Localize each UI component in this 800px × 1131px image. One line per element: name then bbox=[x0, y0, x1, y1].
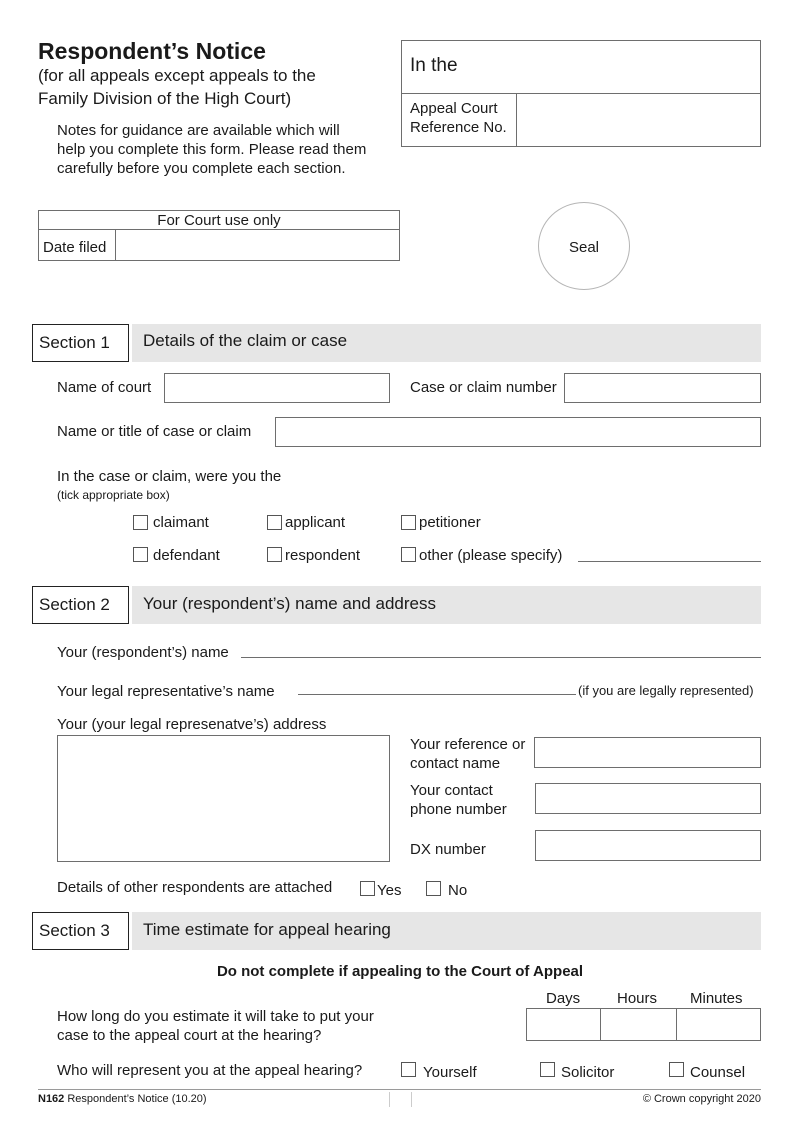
hours-field[interactable] bbox=[600, 1008, 677, 1041]
solicitor-label: Solicitor bbox=[561, 1064, 615, 1081]
date-filed-label: Date filed bbox=[43, 239, 107, 256]
petitioner-label: petitioner bbox=[419, 514, 481, 531]
court-box-divider bbox=[401, 93, 761, 94]
section2-title: Your (respondent’s) name and address bbox=[143, 594, 436, 613]
respondent-name-field[interactable] bbox=[241, 657, 761, 658]
court-use-divider bbox=[38, 229, 400, 230]
counsel-checkbox[interactable] bbox=[669, 1062, 684, 1077]
estimate-question-line1: How long do you estimate it will take to put your bbox=[57, 1008, 374, 1025]
reference-label-line1: Your reference or bbox=[410, 736, 526, 753]
estimate-question-line2: case to the appeal court at the hearing? bbox=[57, 1027, 322, 1044]
form-subtitle-line2: Family Division of the High Court) bbox=[38, 89, 292, 108]
case-number-field[interactable] bbox=[564, 373, 761, 403]
appeal-ref-label-line1: Appeal Court bbox=[410, 100, 498, 117]
others-yes-label: Yes bbox=[377, 882, 402, 899]
in-the-label: In the bbox=[410, 55, 458, 76]
days-label: Days bbox=[546, 990, 581, 1007]
claimant-label: claimant bbox=[153, 514, 209, 531]
claimant-checkbox[interactable] bbox=[133, 515, 148, 530]
footer-form-id bbox=[38, 1092, 207, 1106]
guidance-line1: Notes for guidance are available which will bbox=[57, 122, 340, 139]
appeal-ref-label-line2: Reference No. bbox=[410, 119, 507, 136]
phone-field[interactable] bbox=[535, 783, 761, 814]
footer-form-code: N162 bbox=[38, 1093, 65, 1105]
others-no-label: No bbox=[448, 882, 468, 899]
court-name-label: Name of court bbox=[57, 379, 152, 396]
minutes-label: Minutes bbox=[690, 990, 743, 1007]
respondent-checkbox[interactable] bbox=[267, 547, 282, 562]
respondent-name-label: Your (respondent’s) name bbox=[57, 644, 229, 661]
legal-rep-label: Your legal representative’s name bbox=[57, 683, 275, 700]
others-attached-label: Details of other respondents are attached bbox=[57, 879, 333, 896]
others-no-checkbox[interactable] bbox=[426, 881, 441, 896]
court-name-field[interactable] bbox=[164, 373, 390, 403]
form-subtitle-line1: (for all appeals except appeals to the bbox=[38, 66, 316, 85]
petitioner-checkbox[interactable] bbox=[401, 515, 416, 530]
role-hint: (tick appropriate box) bbox=[57, 488, 170, 502]
other-label: other (please specify) bbox=[419, 547, 563, 564]
legal-rep-note: (if you are legally represented) bbox=[578, 683, 754, 698]
legal-rep-field[interactable] bbox=[298, 694, 576, 695]
phone-label-line2: phone number bbox=[410, 801, 507, 818]
footer-copyright: © Crown copyright 2020 bbox=[642, 1093, 761, 1105]
respondent-label: respondent bbox=[285, 547, 361, 564]
guidance-line3: carefully before you complete each section. bbox=[57, 160, 346, 177]
other-specify-field[interactable] bbox=[578, 561, 761, 562]
hours-label: Hours bbox=[617, 990, 658, 1007]
footer-tick-left bbox=[389, 1092, 390, 1107]
solicitor-checkbox[interactable] bbox=[540, 1062, 555, 1077]
appeal-ref-field[interactable] bbox=[518, 95, 759, 145]
section3-number: Section 3 bbox=[32, 912, 129, 950]
form-title: Respondent’s Notice bbox=[38, 38, 266, 64]
court-box-vdivider bbox=[516, 93, 517, 147]
section1-title: Details of the claim or case bbox=[143, 331, 348, 350]
court-of-appeal-warning: Do not complete if appealing to the Court of Appeal bbox=[216, 963, 584, 980]
defendant-checkbox[interactable] bbox=[133, 547, 148, 562]
address-label: Your (your legal represenatve’s) address bbox=[57, 716, 327, 733]
in-the-field[interactable] bbox=[470, 42, 759, 92]
address-field[interactable] bbox=[57, 735, 390, 862]
minutes-field[interactable] bbox=[676, 1008, 761, 1041]
role-question: In the case or claim, were you the bbox=[57, 468, 282, 485]
footer-rule bbox=[38, 1089, 761, 1090]
footer-form-name: Respondent’s Notice (10.20) bbox=[64, 1093, 207, 1105]
case-number-label: Case or claim number bbox=[410, 379, 557, 396]
counsel-label: Counsel bbox=[690, 1064, 746, 1081]
guidance-line2: help you complete this form. Please read them bbox=[57, 141, 367, 158]
days-field[interactable] bbox=[526, 1008, 601, 1041]
case-title-label: Name or title of case or claim bbox=[57, 423, 252, 440]
reference-label-line2: contact name bbox=[410, 755, 501, 772]
yourself-checkbox[interactable] bbox=[401, 1062, 416, 1077]
phone-label-line1: Your contact bbox=[410, 782, 493, 799]
section3-title: Time estimate for appeal hearing bbox=[143, 920, 391, 939]
represent-question: Who will represent you at the appeal hearing? bbox=[57, 1062, 363, 1079]
date-filed-field[interactable] bbox=[117, 231, 399, 260]
yourself-label: Yourself bbox=[423, 1064, 477, 1081]
dx-field[interactable] bbox=[535, 830, 761, 861]
seal-label: Seal bbox=[568, 239, 600, 256]
reference-field[interactable] bbox=[534, 737, 761, 768]
section2-number: Section 2 bbox=[32, 586, 129, 624]
others-yes-checkbox[interactable] bbox=[360, 881, 375, 896]
other-checkbox[interactable] bbox=[401, 547, 416, 562]
applicant-checkbox[interactable] bbox=[267, 515, 282, 530]
defendant-label: defendant bbox=[153, 547, 220, 564]
case-title-field[interactable] bbox=[275, 417, 761, 447]
applicant-label: applicant bbox=[285, 514, 346, 531]
footer-tick-right bbox=[411, 1092, 412, 1107]
section1-number: Section 1 bbox=[32, 324, 129, 362]
dx-label: DX number bbox=[410, 841, 486, 858]
court-use-vdivider bbox=[115, 229, 116, 261]
court-use-heading: For Court use only bbox=[157, 212, 281, 229]
